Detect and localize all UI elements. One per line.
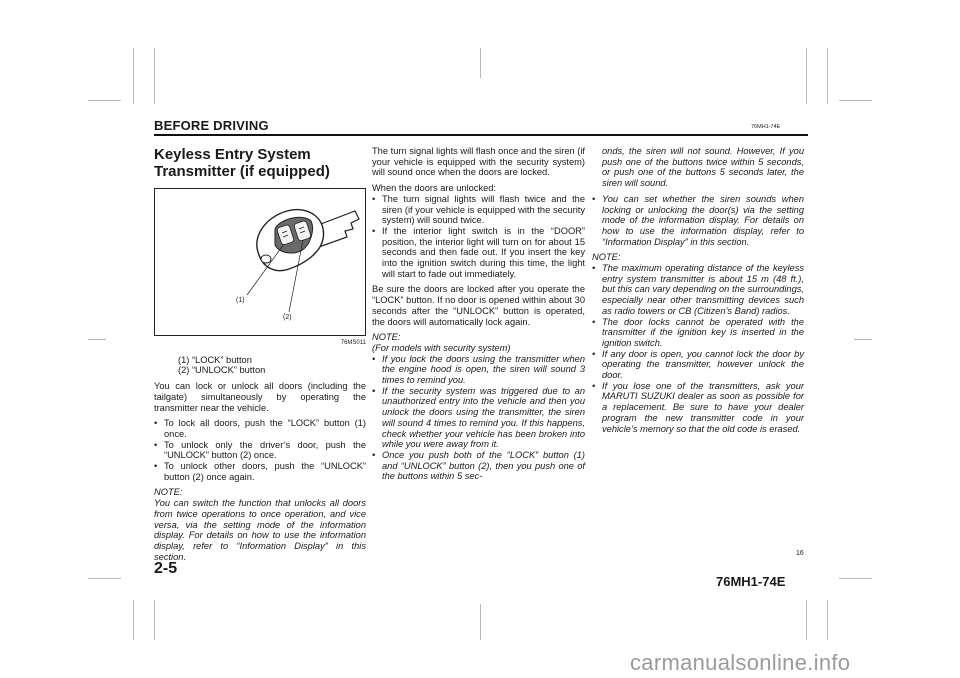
note-subtitle: (For models with security system) xyxy=(372,342,511,353)
unlock-effects xyxy=(372,194,585,280)
page-title xyxy=(154,146,366,180)
list-item: • You can set whether the siren sounds when locking or unlocking the door(s) via the setting mode of the information display. For details on how to use the information display, refer to “Information Display” in this section. xyxy=(592,194,804,248)
list-item: • The maximum operating distance of the keyless entry system transmitter is about 15 m (48 ft.), but this can vary depending on the surroundings, especially near other transmitting devices such as radio towers or CB (Citizen’s Band) radios. xyxy=(592,263,804,317)
list-item: • To unlock only the driver’s door, push the “UNLOCK” button (2) once. xyxy=(154,440,366,461)
watermark: carmanualsonline.info xyxy=(630,650,851,675)
crop-mark xyxy=(480,48,481,78)
list-item: • If the security system was triggered due to an unauthorized entry into the vehicle and then you unlock the doors using the transmitter, the siren will sound 4 times to remind you. If this happens, check whether your vehicle has been broken into while you were away from it. xyxy=(372,386,585,450)
crop-mark xyxy=(133,48,134,104)
note-label: NOTE: xyxy=(592,252,621,263)
crop-mark xyxy=(827,48,828,104)
page-index: 16 xyxy=(796,550,804,557)
column-3 xyxy=(592,146,804,439)
lock-instructions xyxy=(154,418,366,482)
note-text: You can switch the function that unlocks all doors from twice operations to once operation, and vice versa, via the setting mode of the information display. For details on how to use the information display, refer to “Information Display” in this section. xyxy=(154,498,366,562)
title-line-1: Keyless Entry System xyxy=(154,146,311,163)
doc-code-footer: 76MH1-74E xyxy=(716,574,786,589)
column-1 xyxy=(154,146,366,567)
list-item: • To unlock other doors, push the “UNLOCK” button (2) once again. xyxy=(154,461,366,482)
list-item: • To lock all doors, push the “LOCK” button (1) once. xyxy=(154,418,366,439)
crop-mark xyxy=(88,100,121,101)
crop-mark xyxy=(133,600,134,640)
lock-signal-paragraph: The turn signal lights will flash once and the siren (if your vehicle is equipped with the security system) will sound once when the doors are locked. xyxy=(372,146,585,178)
page-number: 2-5 xyxy=(154,560,178,577)
doc-code-header: 76MH1-74E xyxy=(751,124,781,130)
note-label: NOTE: xyxy=(372,332,401,343)
key-transmitter-figure xyxy=(154,188,366,336)
list-item: • If you lock the doors using the transmitter when the engine hood is open, the siren will sound 3 times to remind you. xyxy=(372,354,585,386)
list-item: • If you lose one of the transmitters, ask your MARUTI SUZUKI dealer as soon as possible for a replacement. Be sure to have your dealer program the new transmitter code in your vehicle’s memory so that the old code is erased. xyxy=(592,381,804,435)
crop-mark xyxy=(839,100,872,101)
security-notes xyxy=(372,354,585,482)
crop-mark xyxy=(806,600,807,640)
crop-mark xyxy=(806,48,807,104)
figure-label-unlock: (2) xyxy=(283,314,292,321)
continued-text: onds, the siren will not sound. However, If you push one of the buttons twice within 5 seconds, or push one of the buttons 5 seconds later, the siren will sound. xyxy=(602,146,804,189)
crop-mark xyxy=(88,339,106,340)
crop-mark xyxy=(154,600,155,640)
list-item: • If the interior light switch is in the “DOOR” position, the interior light will turn on for about 15 seconds and then fade out. If you insert the key into the ignition switch during this time, the light will start to fade out immediately. xyxy=(372,226,585,280)
key-fob-icon xyxy=(155,189,365,335)
note-label: NOTE: xyxy=(154,487,183,498)
header-rule xyxy=(154,134,808,136)
list-item: • The door locks cannot be operated with the transmitter if the ignition key is inserted in the ignition switch. xyxy=(592,317,804,349)
auto-lock-paragraph: Be sure the doors are locked after you operate the “LOCK” button. If no door is opened within about 30 seconds after the “UNLOCK” button is operated, the doors will automatically lock again. xyxy=(372,284,585,327)
intro-paragraph: You can lock or unlock all doors (including the tailgate) simultaneously by operating the transmitter near the vehicle. xyxy=(154,381,366,413)
crop-mark xyxy=(854,339,872,340)
crop-mark xyxy=(480,604,481,640)
transmitter-notes xyxy=(592,263,804,434)
figure-code: 76MS011 xyxy=(340,340,366,346)
list-item: • The turn signal lights will flash twice and the siren (if your vehicle is equipped with the security system) will sound twice. xyxy=(372,194,585,226)
title-line-2: Transmitter (if equipped) xyxy=(154,163,330,180)
section-title: BEFORE DRIVING xyxy=(154,118,269,133)
crop-mark xyxy=(827,600,828,640)
list-item: • Once you push both of the “LOCK” button (1) and “UNLOCK” button (2), then you push one of the buttons within 5 sec- xyxy=(372,450,585,482)
siren-setting-note xyxy=(592,194,804,248)
crop-mark xyxy=(839,578,872,579)
legend-lock: (1) “LOCK” button xyxy=(178,354,252,365)
figure-label-lock: (1) xyxy=(236,297,245,304)
crop-mark xyxy=(154,48,155,104)
list-item: • If any door is open, you cannot lock the door by operating the transmitter, however unlock the door. xyxy=(592,349,804,381)
unlock-intro: When the doors are unlocked: xyxy=(372,183,497,194)
crop-mark xyxy=(88,578,121,579)
column-2 xyxy=(372,146,585,487)
legend-unlock: (2) “UNLOCK” button xyxy=(178,365,266,376)
